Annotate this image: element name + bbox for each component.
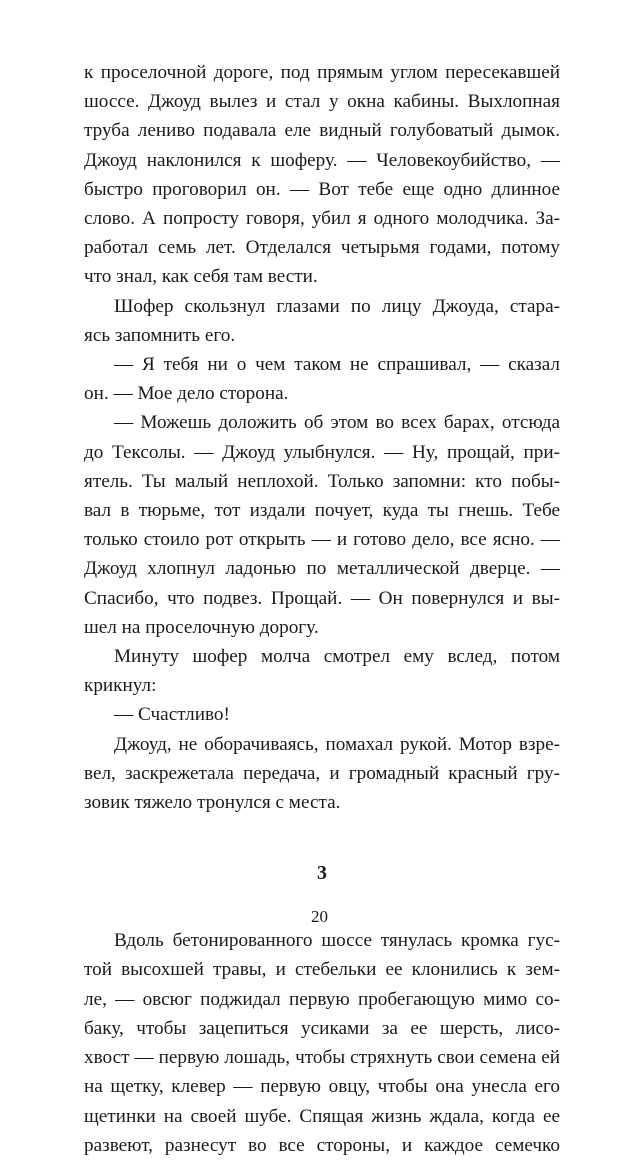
text-line: что знал, как себя там вести. <box>84 266 318 288</box>
text-line: той высохшей травы, и стебельки ее клонились к зем- <box>84 959 560 981</box>
text-line: щетинки на своей шубе. Спящая жизнь ждала, когда ее <box>84 1105 560 1127</box>
text-line: баку, чтобы зацепиться усиками за ее шерсть, лисо- <box>84 1017 560 1039</box>
text-line: работал семь лет. Отделался четырьмя годами, потому <box>84 237 560 259</box>
text-line: Спасибо, что подвез. Прощай. — Он повернулся и вы- <box>84 587 560 609</box>
text-line: развеют, разнесут во все стороны, и каждое семечко <box>84 1134 560 1156</box>
paragraph <box>84 926 560 1160</box>
text-line: шоссе. Джоуд вылез и стал у окна кабины. Выхлопная <box>84 91 560 113</box>
text-line: зовик тяжело тронулся с места. <box>84 792 341 814</box>
paragraph <box>84 292 560 350</box>
paragraph <box>84 408 560 642</box>
text-line: к проселочной дороге, под прямым углом пересекавшей <box>84 62 560 83</box>
text-line: ле, — овсюг поджидал первую пробегающую мимо со- <box>84 988 560 1010</box>
text-line: Вдоль бетонированного шоссе тянулась кромка гус- <box>114 930 560 952</box>
text-line: хвост — первую лошадь, чтобы стряхнуть свои семена ей <box>84 1047 560 1069</box>
text-line: вал в тюрьме, тот издали почует, куда ты гнешь. Тебе <box>84 500 560 522</box>
text-line: ясь запомнить его. <box>84 324 236 346</box>
paragraph <box>84 700 560 729</box>
text-line: слово. А попросту говоря, убил я одного молодчика. За- <box>84 208 560 230</box>
text-line: шел на проселочную дорогу. <box>84 616 319 638</box>
text-line: Минуту шофер молча смотрел ему вслед, потом <box>114 646 560 668</box>
text-line: крикнул: <box>84 675 157 697</box>
text-line: — Можешь доложить об этом во всех барах, отсюда <box>114 412 560 434</box>
text-line: быстро проговорил он. — Вот тебе еще одно длинное <box>84 178 560 200</box>
text-line: Шофер скользнул глазами по лицу Джоуда, стара- <box>114 295 560 317</box>
text-block-after-chapter <box>84 926 560 1160</box>
text-line: ятель. Ты малый неплохой. Только запомни: кто побы- <box>84 470 560 492</box>
text-line: — Счастливо! <box>114 704 230 726</box>
text-line: вел, заскрежетала передача, и громадный красный гру- <box>84 762 560 784</box>
text-line: он. — Мое дело сторона. <box>84 383 289 405</box>
chapter-heading: 3 <box>317 862 327 885</box>
paragraph <box>84 350 560 408</box>
paragraph <box>84 730 560 818</box>
text-line: на щетку, клевер — первую овцу, чтобы она унесла его <box>84 1076 560 1098</box>
paragraph <box>84 58 560 292</box>
text-line: только стоило рот открыть — и готово дело, все ясно. — <box>84 529 560 551</box>
paragraph <box>84 642 560 700</box>
text-line: Джоуд, не оборачиваясь, помахал рукой. Мотор взре- <box>114 733 560 755</box>
text-line: Джоуд хлопнул ладонью по металлической дверце. — <box>84 558 560 580</box>
text-line: Джоуд наклонился к шоферу. — Человекоубийство, — <box>84 149 560 171</box>
text-line: — Я тебя ни о чем таком не спрашивал, — сказал <box>114 354 560 376</box>
book-page <box>84 58 560 1160</box>
text-block-before-chapter <box>84 58 560 817</box>
text-line: до Тексолы. — Джоуд улыбнулся. — Ну, прощай, при- <box>84 441 560 463</box>
text-line: труба лениво подавала еле видный голубоватый дымок. <box>84 120 560 142</box>
page-number: 20 <box>311 907 328 926</box>
